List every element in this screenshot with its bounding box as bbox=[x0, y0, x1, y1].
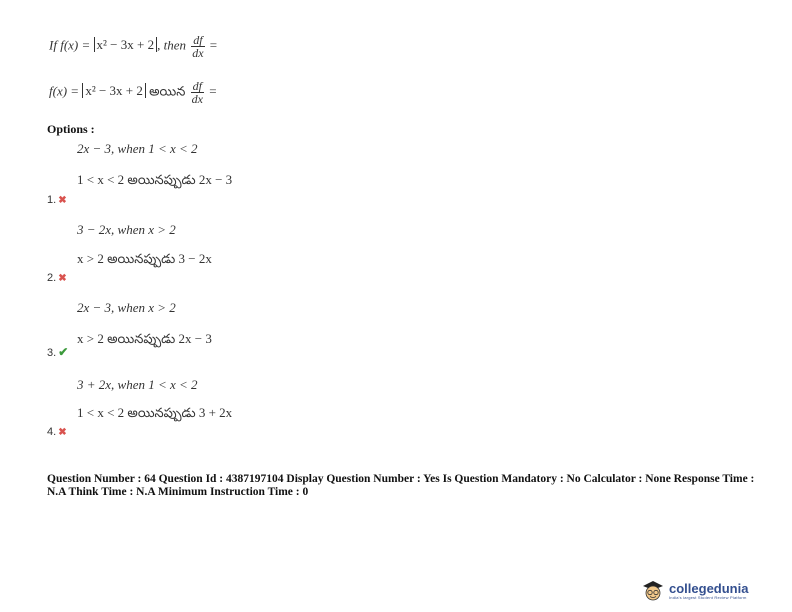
question-metadata: Question Number : 64 Question Id : 4387197104 Display Question Number : Yes Is Question Mandatory : No Calculator : None Response Time : N.A Think Time : N.A Minimum Instruction Time : 0 bbox=[47, 473, 755, 498]
question-te-equals: = bbox=[209, 83, 217, 99]
mascot-icon bbox=[640, 580, 666, 602]
frac-denominator: dx bbox=[192, 46, 204, 60]
option-2-english: 3 − 2x, when x > 2 bbox=[77, 222, 176, 237]
question-english bbox=[49, 34, 217, 59]
question-equals: = bbox=[209, 37, 218, 53]
question-lead: If bbox=[49, 37, 57, 53]
option-1-marker bbox=[47, 190, 67, 208]
option-2-telugu: x > 2 అయినప్పుడు 3 − 2x bbox=[77, 251, 212, 266]
option-3-marker bbox=[47, 343, 68, 361]
logo-name: collegedunia bbox=[669, 581, 749, 596]
option-3-english: 2x − 3, when x > 2 bbox=[77, 300, 176, 315]
options-label: Options : bbox=[47, 122, 95, 136]
option-1-telugu: 1 < x < 2 అయినప్పుడు 2x − 3 bbox=[77, 172, 233, 187]
frac-numerator: df bbox=[193, 33, 203, 47]
option-4-number: 4. bbox=[47, 426, 57, 438]
question-abs-expr: x² − 3x + 2 bbox=[94, 37, 158, 52]
collegedunia-logo bbox=[640, 580, 748, 602]
option-4-marker bbox=[47, 422, 67, 440]
option-2-number: 2. bbox=[47, 272, 57, 284]
wrong-icon: ✖ bbox=[58, 427, 67, 438]
option-2-marker bbox=[47, 268, 67, 286]
frac-te-numerator: df bbox=[192, 79, 202, 93]
option-3-number: 3. bbox=[47, 347, 57, 359]
option-4-telugu: 1 < x < 2 అయినప్పుడు 3 + 2x bbox=[77, 405, 233, 420]
question-te-func: f(x) = bbox=[49, 83, 83, 99]
wrong-icon: ✖ bbox=[58, 195, 67, 206]
question-func: f(x) = bbox=[60, 37, 94, 53]
question-te-suffix: అయిన bbox=[149, 83, 186, 99]
question-te-abs-expr: x² − 3x + 2 bbox=[82, 83, 146, 98]
wrong-icon: ✖ bbox=[58, 273, 67, 284]
option-4-english: 3 + 2x, when 1 < x < 2 bbox=[77, 377, 198, 392]
option-1-english: 2x − 3, when 1 < x < 2 bbox=[77, 141, 198, 156]
question-telugu bbox=[49, 80, 217, 105]
frac-te-denominator: dx bbox=[191, 92, 203, 106]
question-suffix: , then bbox=[157, 37, 186, 53]
check-icon: ✔ bbox=[58, 345, 69, 359]
logo-tagline: India's largest Student Review Platform bbox=[669, 595, 747, 600]
question-te-derivative bbox=[191, 80, 204, 105]
question-derivative bbox=[191, 34, 204, 59]
option-3-telugu: x > 2 అయినప్పుడు 2x − 3 bbox=[77, 331, 212, 346]
option-1-number: 1. bbox=[47, 194, 57, 206]
